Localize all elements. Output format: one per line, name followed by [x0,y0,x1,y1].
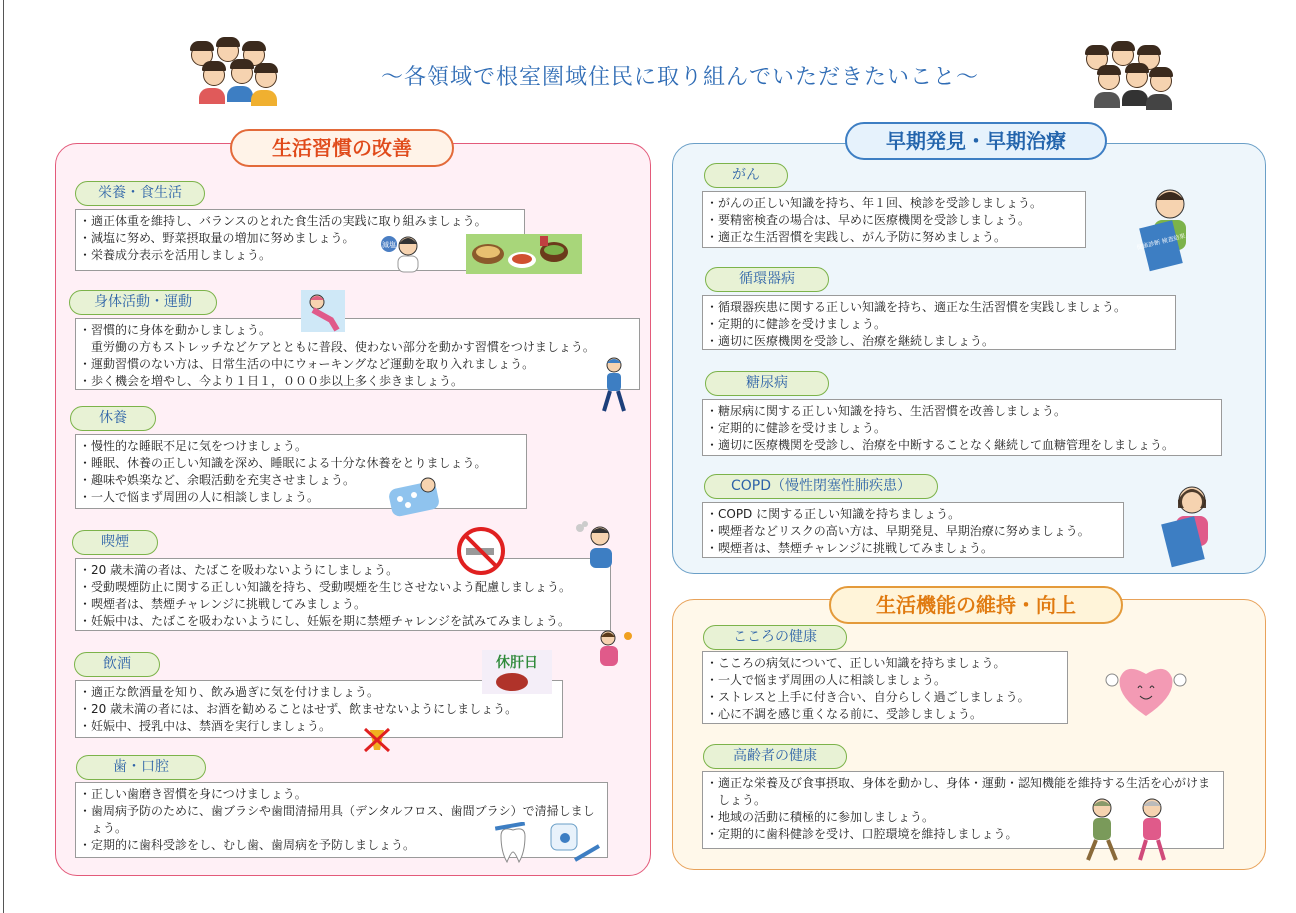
tooth-icon [493,822,533,866]
section-box-mental [702,651,1068,724]
list-item: ・ 定期的に健診を受けましょう。 [709,420,1215,437]
list-item: ・ 糖尿病に関する正しい知識を持ち、生活習慣を改善しましょう。 [709,403,1215,420]
book-text: 健康診断 検査結果 [1136,232,1187,252]
crowd-illustration-left [183,38,279,110]
list-item: ・ 適切に医療機関を受診し、治療を継続しましょう。 [709,333,1169,350]
list-item: ・ 喫煙者は、禁煙チャレンジに挑戦してみましょう。 [82,596,604,613]
list-item: ・ 一人で悩まず周囲の人に相談しましょう。 [709,672,1061,689]
section-box-copd [702,502,1124,558]
list-item: ・ 喫煙者は、禁煙チャレンジに挑戦してみましょう。 [709,540,1117,557]
section-box-exercise [75,318,640,390]
list-item: ・ 適切に医療機関を受診し、治療を中断することなく継続して血糖管理をしましょう。 [709,437,1215,454]
section-label-exercise: 身体活動・運動 [69,290,217,315]
salt-badge-text: 減塩 [382,241,396,249]
list-item: ・ 適正な生活習慣を実践し、がん予防に努めましょう。 [709,229,1079,246]
pregnant-person-icon [594,628,636,668]
panel-title-lifestyle: 生活習慣の改善 [230,129,454,167]
list-item: ・ 正しい歯磨き習慣を身につけましょう。 [82,786,601,803]
page-edge-line [3,0,4,913]
no-smoking-icon [456,526,506,576]
smoker-person-icon [570,518,622,570]
meal-icon [466,234,582,274]
section-label-rest: 休養 [70,406,156,431]
list-item: ・ 心に不調を感じ重くなる前に、受診しましょう。 [709,706,1061,723]
section-label-smoking: 喫煙 [72,530,158,555]
list-item: ・ 要精密検査の場合は、早めに医療機関を受診しましょう。 [709,212,1079,229]
stretch-person-icon [301,290,345,332]
list-item: ・ 歩く機会を増やし、今より１日１，０００歩以上多く歩きましょう。 [82,373,633,390]
list-item: ・ がんの正しい知識を持ち、年１回、検診を受診しましょう。 [709,195,1079,212]
list-item: ・ 習慣的に身体を動かしましょう。 [82,322,633,339]
liver-rest-day-icon [482,650,552,694]
section-box-smoking [75,558,611,631]
list-item: ・ 歯周病予防のために、歯ブラシや歯間清掃用具（デンタルフロス、歯間ブラシ）で清掃しましょう。 [82,803,602,837]
strong-heart-icon [1102,658,1190,720]
section-box-cancer [702,191,1086,248]
section-label-elderly: 高齢者の健康 [703,744,847,769]
list-item: ・ 適正な栄養及び食事摂取、身体を動かし、身体・運動・認知機能を維持する生活を心がけましょう。 [709,775,1217,809]
list-item: ・ 地域の活動に積極的に参加しましょう。 [709,809,1217,826]
list-item: ・ 循環器疾患に関する正しい知識を持ち、適正な生活習慣を実践しましょう。 [709,299,1169,316]
list-item: ・ 一人で悩まず周囲の人に相談しましょう。 [82,489,520,506]
page-title: ～各領域で根室圏域住民に取り組んでいただきたいこと～ [380,65,979,90]
woman-reading-results-icon [1152,478,1230,568]
section-label-circulatory: 循環器病 [705,267,829,292]
list-item: ・ 定期的に歯科受診をし、むし歯、歯周病を予防しましょう。 [82,837,601,854]
list-item: 重労働の方もストレッチなどケアとともに普段、使わない部分を動かす習慣をつけましょう。 [91,340,595,354]
section-label-oral: 歯・口腔 [76,755,206,780]
section-label-nutrition: 栄養・食生活 [75,181,205,206]
list-item: ・ 妊娠中、授乳中は、禁酒を実行しましょう。 [82,718,556,735]
panel-title-early-detection: 早期発見・早期治療 [845,122,1107,160]
sleeping-person-icon [384,473,444,517]
section-label-drinking: 飲酒 [74,652,160,677]
list-item: ・ 20 歳未満の者には、お酒を勧めることはせず、飲ませないようにしましょう。 [82,701,556,718]
list-item: ・ 栄養成分表示を活用しましょう。 [82,247,518,264]
no-alcohol-icon [362,726,392,754]
floss-icon [545,820,603,868]
list-item: ・ 趣味や娯楽など、余暇活動を充実させましょう。 [82,472,520,489]
walking-person-icon [596,355,632,413]
list-item: ・ 20 歳未満の者は、たばこを吸わないようにしましょう。 [82,562,604,579]
list-item: ・ 喫煙者などリスクの高い方は、早期発見、早期治療に努めましょう。 [709,523,1117,540]
elderly-man-walking-icon [1080,796,1126,864]
section-label-cancer: がん [704,163,788,188]
list-item: ・ 適正体重を維持し、バランスのとれた食生活の実践に取り組みましょう。 [82,213,518,230]
panel-title-life-function: 生活機能の維持・向上 [829,586,1123,624]
list-item: ・ こころの病気について、正しい知識を持ちましょう。 [709,655,1061,672]
list-item: ・ ストレスと上手に付き合い、自分らしく過ごしましょう。 [709,689,1061,706]
section-label-diabetes: 糖尿病 [705,371,829,396]
section-label-mental: こころの健康 [703,625,847,650]
section-box-rest [75,434,527,509]
salt-reduction-icon [380,232,424,274]
section-box-diabetes [702,399,1222,456]
liver-badge-text: 休肝日 [496,655,538,671]
section-label-copd: COPD（慢性閉塞性肺疾患） [704,474,938,499]
list-item: ・ 定期的に歯科健診を受け、口腔環境を維持しましょう。 [709,826,1217,843]
list-item: ・ 運動習慣のない方は、日常生活の中にウォーキングなど運動を取り入れましょう。 [82,356,633,373]
list-item: ・ 慢性的な睡眠不足に気をつけましょう。 [82,438,520,455]
section-box-circulatory [702,295,1176,350]
list-item: ・ 減塩に努め、野菜摂取量の増加に努めましょう。 [82,230,518,247]
list-item: ・ 適正な飲酒量を知り、飲み過ぎに気を付けましょう。 [82,684,556,701]
list-item: ・ 睡眠、休養の正しい知識を深め、睡眠による十分な休養をとりましょう。 [82,455,520,472]
crowd-illustration-right [1078,42,1174,114]
elderly-woman-walking-icon [1132,796,1172,864]
section-box-nutrition [75,209,525,271]
list-item: ・ 妊娠中は、たばこを吸わないようにし、妊娠を期に禁煙チャレンジを試みてみましょう。 [82,613,604,630]
list-item: ・ 受動喫煙防止に関する正しい知識を持ち、受動喫煙を生じさせないよう配慮しましょう。 [82,579,604,596]
man-reading-results-icon [1130,180,1208,272]
list-item: ・ COPD に関する正しい知識を持ちましょう。 [709,506,1117,523]
list-item: ・ 定期的に健診を受けましょう。 [709,316,1169,333]
